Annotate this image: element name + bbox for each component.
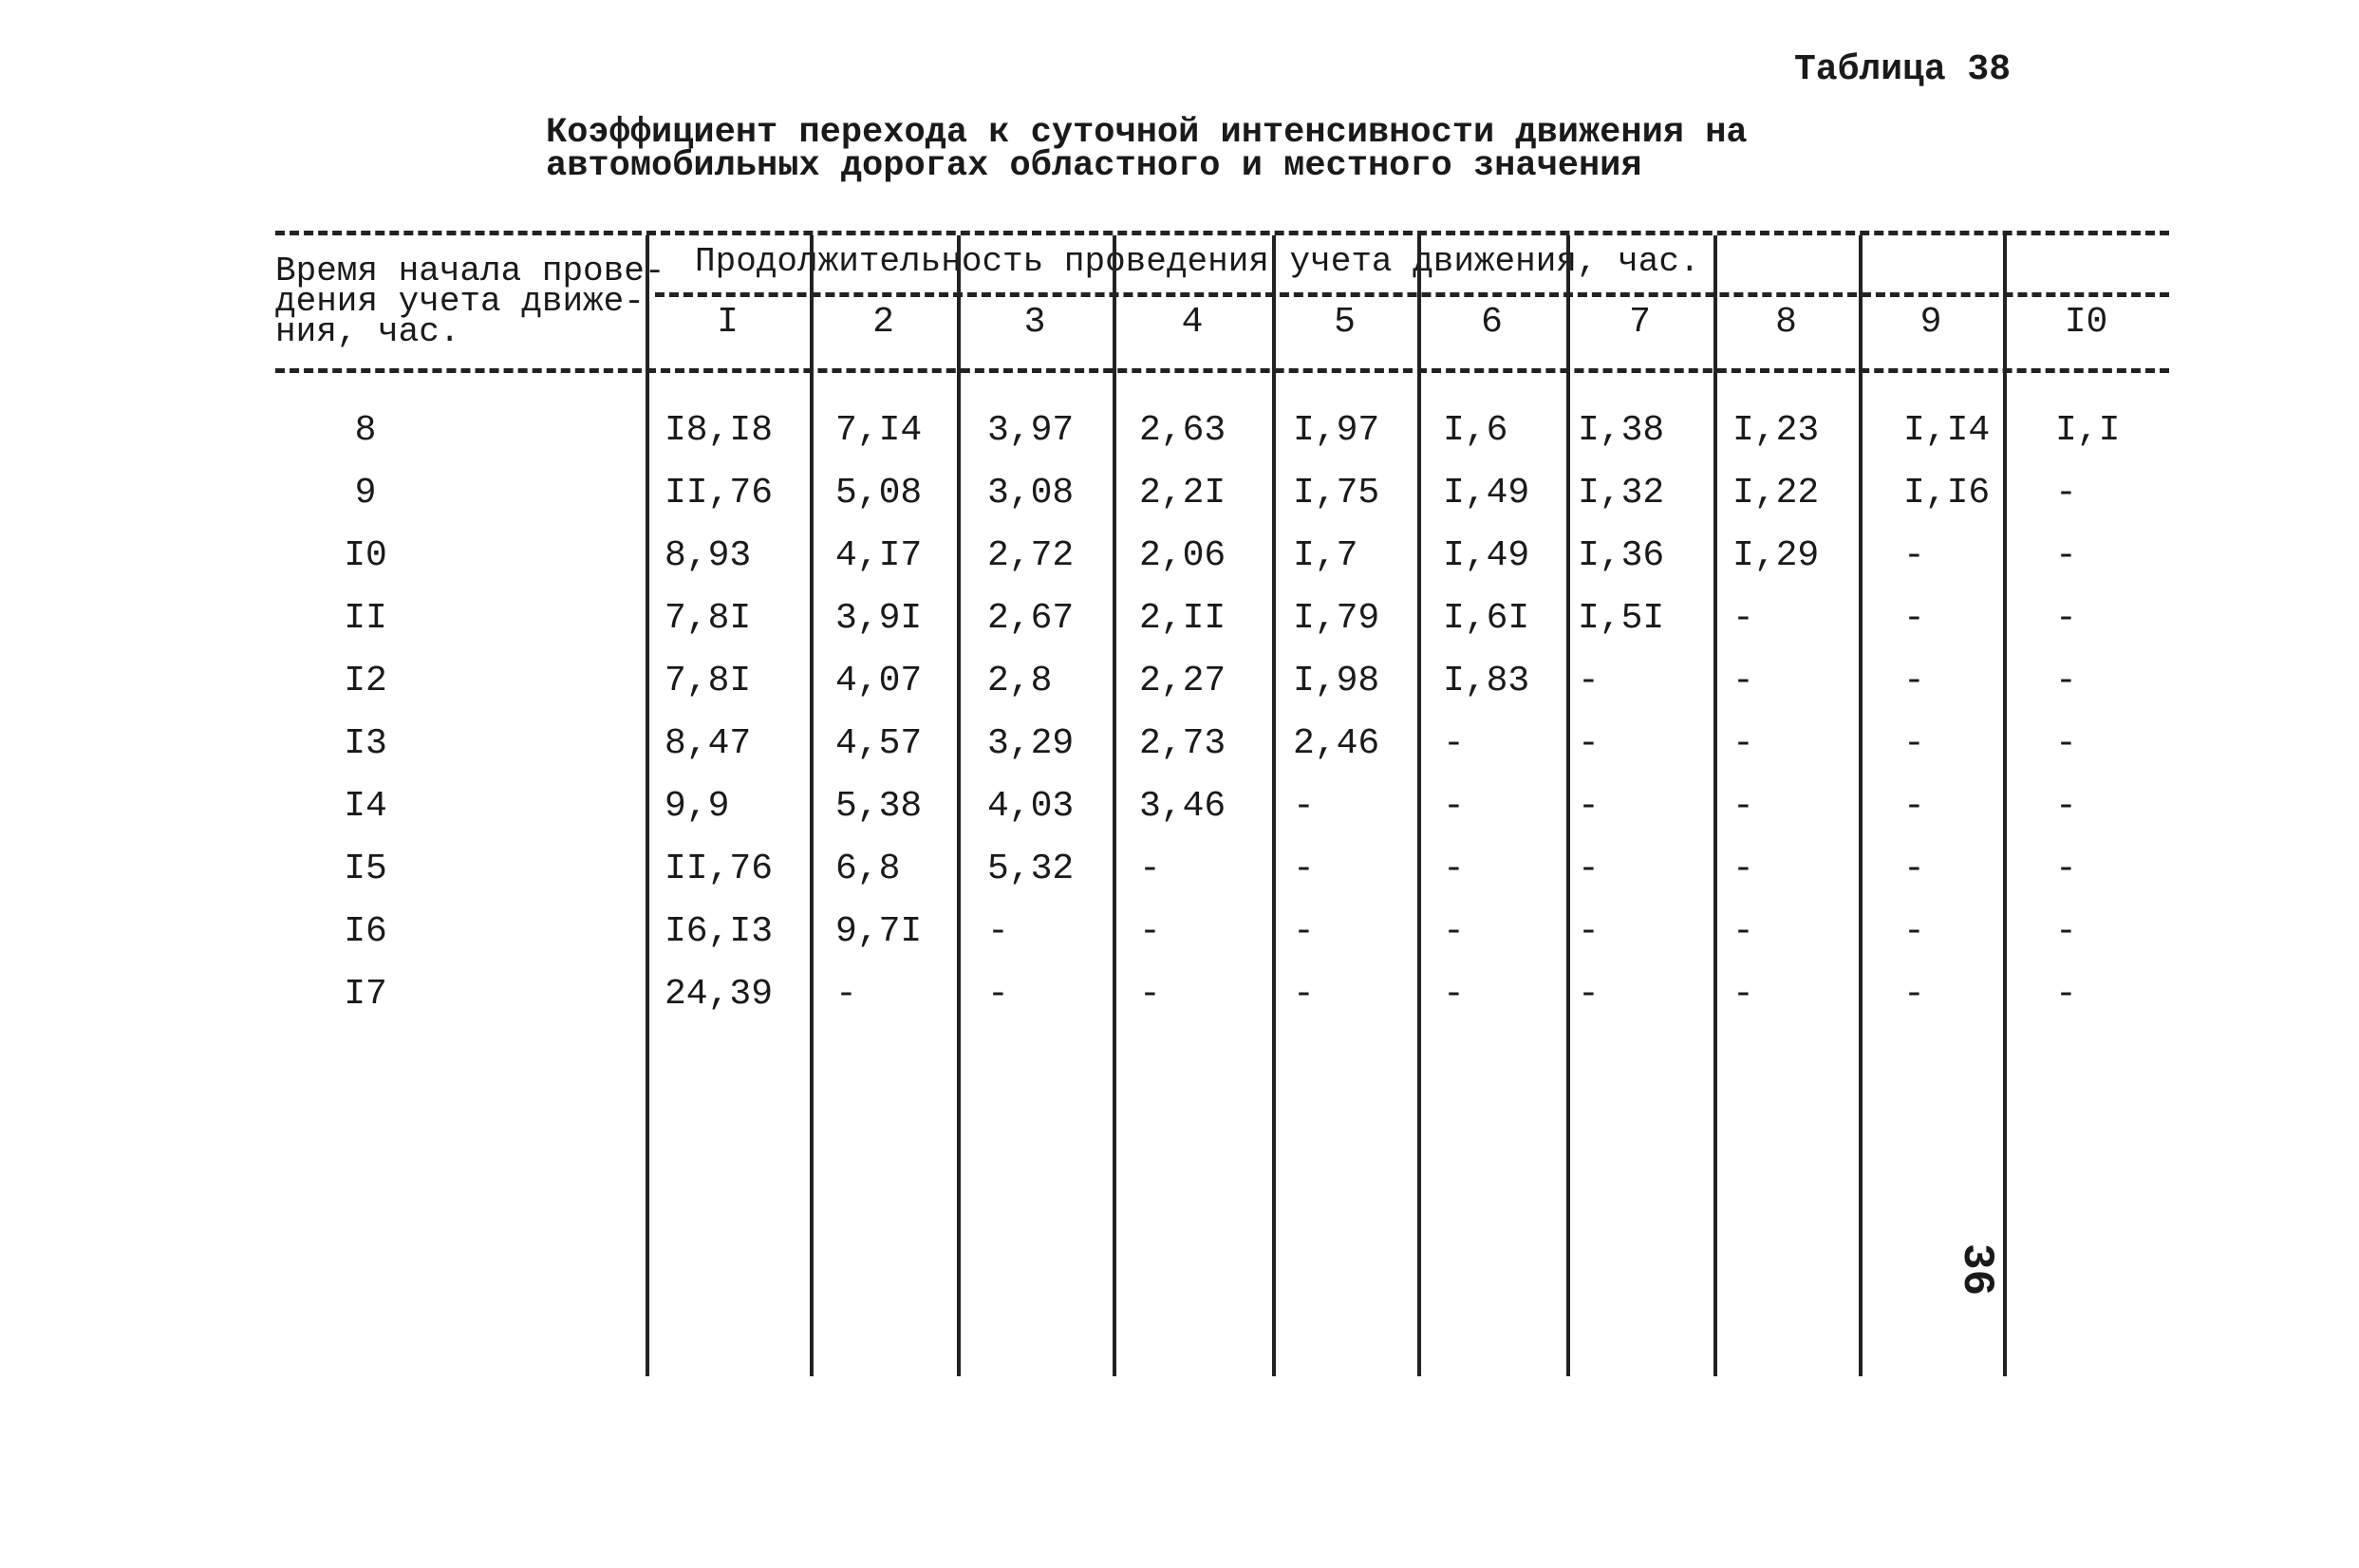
column-header: 7 <box>1629 302 1651 343</box>
column-divider <box>810 235 814 1376</box>
table-cell: 2,67 <box>987 598 1075 639</box>
table-cell: - <box>2055 849 2077 889</box>
column-divider <box>2003 235 2007 1376</box>
table-cell: - <box>1293 849 1315 889</box>
table-cell: I,79 <box>1293 598 1380 639</box>
column-divider <box>1113 235 1116 1376</box>
table-cell: - <box>1903 723 1925 764</box>
row-header-line: ния, час. <box>275 312 460 351</box>
table-cell: I8,I8 <box>665 410 774 451</box>
table-cell: 3,97 <box>987 410 1075 451</box>
column-header: I0 <box>2064 302 2108 343</box>
table-cell: I,97 <box>1293 410 1380 451</box>
table-cell: I,5I <box>1578 598 1665 639</box>
column-divider <box>1272 235 1276 1376</box>
row-start-time: I5 <box>344 849 387 889</box>
table-cell: 5,32 <box>987 849 1075 889</box>
column-header: 6 <box>1481 302 1503 343</box>
table-cell: - <box>1732 911 1754 952</box>
row-start-time: I6 <box>344 911 387 952</box>
table-cell: I,49 <box>1443 473 1530 513</box>
duration-header-rule <box>655 292 2169 297</box>
table-cell: - <box>1732 723 1754 764</box>
column-divider <box>1713 235 1717 1376</box>
table-cell: 6,8 <box>835 849 901 889</box>
table-cell: - <box>1903 849 1925 889</box>
table-cell: - <box>1578 786 1600 827</box>
table-cell: II,76 <box>665 473 774 513</box>
row-start-time: I3 <box>344 723 387 764</box>
row-start-time: II <box>344 598 387 639</box>
table-cell: 5,08 <box>835 473 923 513</box>
table-cell: 4,I7 <box>835 535 923 576</box>
table-cell: - <box>1443 849 1465 889</box>
column-header: 9 <box>1919 302 1942 343</box>
table-cell: I,6 <box>1443 410 1508 451</box>
column-header: 8 <box>1775 302 1797 343</box>
table-cell: - <box>1578 723 1600 764</box>
row-start-time: I7 <box>344 974 387 1015</box>
table-cell: I,I <box>2055 410 2121 451</box>
table-cell: I,29 <box>1732 535 1820 576</box>
table-cell: - <box>835 974 857 1015</box>
table-cell: - <box>1732 661 1754 701</box>
table-title-line-2: автомобильных дорогах областного и местного значения <box>546 146 1642 186</box>
table-cell: I,98 <box>1293 661 1380 701</box>
row-header-line: Время начала прове- <box>275 252 665 290</box>
table-cell: - <box>1443 974 1465 1015</box>
table-cell: - <box>1903 661 1925 701</box>
table-cell: - <box>2055 786 2077 827</box>
table-cell: I,22 <box>1732 473 1820 513</box>
column-header: 3 <box>1023 302 1046 343</box>
table-cell: 7,8I <box>665 661 752 701</box>
page-number: 36 <box>1952 1243 2001 1297</box>
table-cell: - <box>2055 723 2077 764</box>
table-cell: I,32 <box>1578 473 1665 513</box>
table-cell: 3,9I <box>835 598 923 639</box>
table-cell: 7,8I <box>665 598 752 639</box>
table-cell: 2,27 <box>1139 661 1226 701</box>
table-cell: - <box>1443 723 1465 764</box>
table-cell: 8,93 <box>665 535 752 576</box>
table-cell: 5,38 <box>835 786 923 827</box>
column-divider <box>1417 235 1421 1376</box>
row-start-time: 8 <box>354 410 377 451</box>
table-cell: 2,63 <box>1139 410 1226 451</box>
table-cell: 9,9 <box>665 786 730 827</box>
table-cell: - <box>1903 786 1925 827</box>
table-cell: II,76 <box>665 849 774 889</box>
header-bottom-rule <box>275 368 2169 373</box>
row-start-time: 9 <box>354 473 377 513</box>
table-cell: - <box>1443 786 1465 827</box>
column-divider <box>957 235 961 1376</box>
table-cell: 4,57 <box>835 723 923 764</box>
table-cell: - <box>1903 598 1925 639</box>
table-cell: I,75 <box>1293 473 1380 513</box>
table-cell: - <box>1293 786 1315 827</box>
table-cell: - <box>1139 849 1161 889</box>
table-cell: - <box>1578 974 1600 1015</box>
header-top-rule <box>275 231 2169 235</box>
table-cell: I,I4 <box>1903 410 1991 451</box>
row-header <box>275 252 665 351</box>
column-divider <box>1566 235 1570 1376</box>
table-cell: 3,29 <box>987 723 1075 764</box>
column-header: 4 <box>1181 302 1204 343</box>
column-divider <box>1859 235 1863 1376</box>
table-cell: - <box>1732 849 1754 889</box>
table-cell: - <box>1732 598 1754 639</box>
table-cell: I,I6 <box>1903 473 1991 513</box>
table-cell: I,83 <box>1443 661 1530 701</box>
table-cell: I,6I <box>1443 598 1530 639</box>
table-cell: 2,2I <box>1139 473 1226 513</box>
table-cell: 2,46 <box>1293 723 1380 764</box>
table-cell: - <box>1293 911 1315 952</box>
table-cell: - <box>1732 974 1754 1015</box>
table-cell: I,7 <box>1293 535 1358 576</box>
table-cell: 4,03 <box>987 786 1075 827</box>
table-cell: I,38 <box>1578 410 1665 451</box>
table-cell: I,23 <box>1732 410 1820 451</box>
table-cell: - <box>2055 911 2077 952</box>
table-cell: 4,07 <box>835 661 923 701</box>
table-cell: - <box>987 911 1009 952</box>
table-cell: - <box>987 974 1009 1015</box>
column-header: 2 <box>872 302 894 343</box>
column-header: 5 <box>1334 302 1356 343</box>
table-cell: 2,8 <box>987 661 1053 701</box>
table-cell: 2,73 <box>1139 723 1226 764</box>
table-cell: I,49 <box>1443 535 1530 576</box>
table-cell: - <box>1732 786 1754 827</box>
table-cell: - <box>1139 911 1161 952</box>
column-divider <box>646 235 649 1376</box>
duration-header: Продолжительность проведения учета движения, час. <box>695 242 1700 281</box>
table-cell: I6,I3 <box>665 911 774 952</box>
table-cell: 7,I4 <box>835 410 923 451</box>
table-cell: - <box>1903 911 1925 952</box>
table-cell: - <box>1443 911 1465 952</box>
row-header-line: дения учета движе- <box>275 282 645 321</box>
table-cell: - <box>1903 974 1925 1015</box>
table-cell: 8,47 <box>665 723 752 764</box>
table-cell: - <box>1578 911 1600 952</box>
table-cell: 24,39 <box>665 974 774 1015</box>
table-cell: - <box>1139 974 1161 1015</box>
table-cell: 2,72 <box>987 535 1075 576</box>
table-cell: - <box>2055 974 2077 1015</box>
column-header: I <box>717 302 739 343</box>
table-cell: - <box>2055 473 2077 513</box>
table-label: Таблица 38 <box>1794 49 2012 90</box>
table-cell: I,36 <box>1578 535 1665 576</box>
row-start-time: I4 <box>344 786 387 827</box>
table-title-line-1: Коэффициент перехода к суточной интенсивности движения на <box>546 113 1748 153</box>
table-cell: 2,II <box>1139 598 1226 639</box>
row-start-time: I0 <box>344 535 387 576</box>
table-cell: - <box>2055 661 2077 701</box>
table-cell: - <box>1578 849 1600 889</box>
table-cell: 9,7I <box>835 911 923 952</box>
row-start-time: I2 <box>344 661 387 701</box>
table-cell: - <box>1903 535 1925 576</box>
table-cell: - <box>2055 535 2077 576</box>
table-cell: - <box>1293 974 1315 1015</box>
table-cell: 2,06 <box>1139 535 1226 576</box>
table-cell: 3,46 <box>1139 786 1226 827</box>
table-cell: 3,08 <box>987 473 1075 513</box>
table-cell: - <box>1578 661 1600 701</box>
table-cell: - <box>2055 598 2077 639</box>
